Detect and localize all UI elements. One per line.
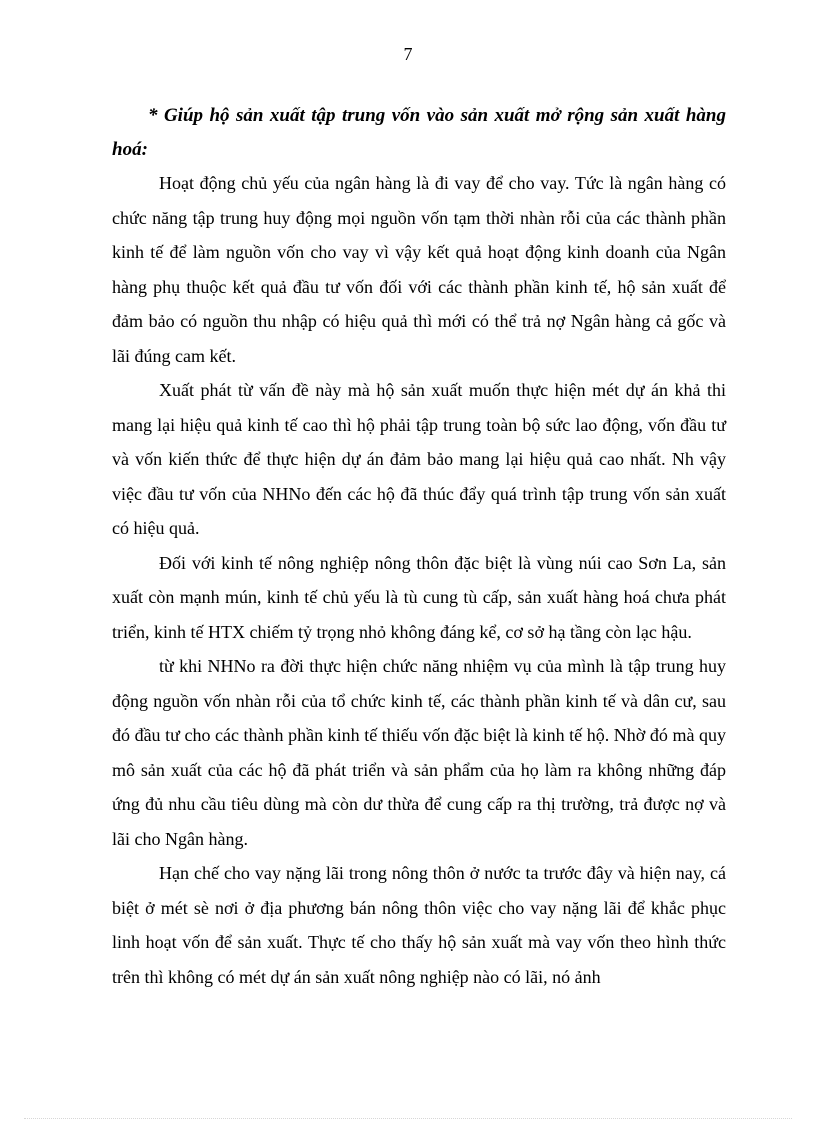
section-heading: * Giúp hộ sản xuất tập trung vốn vào sản xuất mở rộng sản xuất hàng hoá: — [112, 105, 726, 160]
paragraph: Hoạt động chủ yếu của ngân hàng là đi vay để cho vay. Tức là ngân hàng có chức năng tập trung huy động mọi nguồn vốn tạm thời nhàn rỗi của các thành phần kinh tế để làm nguồn vốn cho vay vì vậy kết quả hoạt động kinh doanh của Ngân hàng phụ thuộc kết quả đầu tư vốn đối với các thành phần kinh tế, hộ sản xuất để đảm bảo có nguồn thu nhập có hiệu quả thì mới có thể trả nợ Ngân hàng cả gốc và lãi đúng cam kết. — [112, 173, 726, 366]
paragraph: Hạn chế cho vay nặng lãi trong nông thôn ở nước ta trước đây và hiện nay, cá biệt ở mét sè nơi ở địa phương bán nông thôn việc cho vay nặng lãi để khắc phục linh hoạt vốn để sản xuất. Thực tế cho thấy hộ sản xuất mà vay vốn theo hình thức trên thì không có mét dự án sản xuất nông nghiệp nào có lãi, nó ảnh — [112, 863, 726, 987]
footer-rule — [24, 1118, 792, 1119]
paragraph: Xuất phát từ vấn đề này mà hộ sản xuất muốn thực hiện mét dự án khả thi mang lại hiệu quả kinh tế cao thì hộ phải tập trung toàn bộ sức lao động, vốn đầu tư và vốn kiến thức để thực hiện dự án đảm bảo mang lại hiệu quả cao nhất. Nh vậy việc đầu tư vốn của NHNo đến các hộ đã thúc đẩy quá trình tập trung vốn sản xuất có hiệu quả. — [112, 380, 726, 538]
paragraph: từ khi NHNo ra đời thực hiện chức năng nhiệm vụ của mình là tập trung huy động nguồn vốn nhàn rỗi của tổ chức kinh tế, các thành phần kinh tế và dân cư, sau đó đầu tư cho các thành phần kinh tế thiếu vốn đặc biệt là kinh tế hộ. Nhờ đó mà quy mô sản xuất của các hộ đã phát triển và sản phẩm của họ làm ra không những đáp ứng đủ nhu cầu tiêu dùng mà còn dư thừa để cung cấp ra thị trường, trả được nợ và lãi cho Ngân hàng. — [112, 656, 726, 849]
body-text — [112, 166, 726, 994]
page-number: 7 — [403, 44, 413, 64]
paragraph: Đối với kinh tế nông nghiệp nông thôn đặc biệt là vùng núi cao Sơn La, sản xuất còn mạnh mún, kinh tế chủ yếu là tù cung tù cấp, sản xuất hàng hoá chưa phát triển, kinh tế HTX chiếm tỷ trọng nhỏ không đáng kể, cơ sở hạ tầng còn lạc hậu. — [112, 552, 726, 642]
